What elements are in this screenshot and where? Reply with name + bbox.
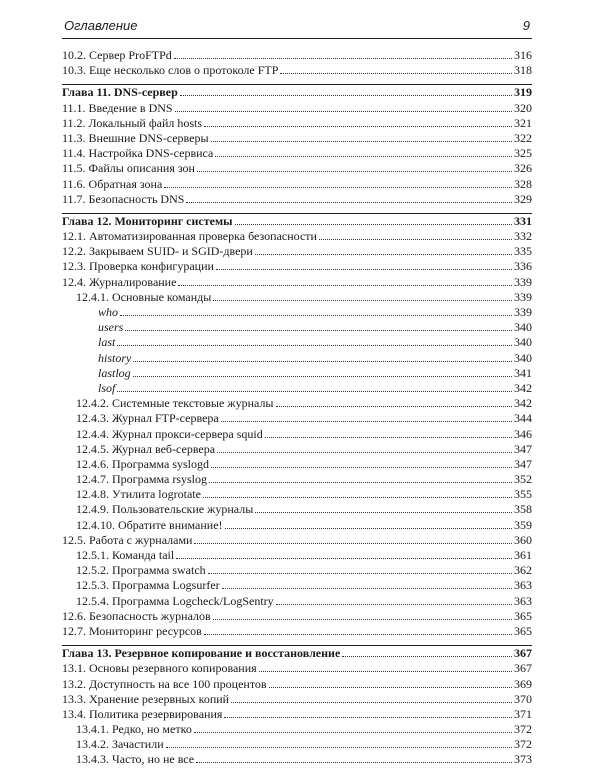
- toc-entry-page: 346: [514, 426, 532, 441]
- toc-entry-page: 363: [514, 578, 532, 593]
- dot-leader: [164, 186, 512, 188]
- toc-entry-title: Глава 12. Мониторинг системы: [62, 213, 233, 228]
- toc-entry-title: 12.1. Автоматизированная проверка безопасности: [62, 229, 317, 244]
- toc-entry-page: 372: [514, 722, 532, 737]
- toc-entry-page: 371: [514, 706, 532, 721]
- dot-leader: [222, 587, 512, 589]
- toc-chapter-entry[interactable]: [62, 213, 532, 229]
- toc-entry-title: 13.2. Доступность на все 100 процентов: [62, 676, 267, 691]
- toc-entry[interactable]: [62, 275, 532, 290]
- dot-leader: [204, 633, 512, 635]
- toc-entry-title: Глава 11. DNS-сервер: [62, 85, 178, 100]
- toc-entry[interactable]: [62, 442, 532, 457]
- dot-leader: [211, 140, 512, 142]
- toc-entry[interactable]: [62, 351, 532, 366]
- toc-entry-title: lsof: [98, 380, 116, 395]
- toc-entry-title: 12.4.3. Журнал FTP-сервера: [76, 411, 219, 426]
- toc-entry-page: 355: [514, 487, 532, 502]
- toc-entry-title: 10.2. Сервер ProFTPd: [62, 48, 172, 62]
- toc-entry-title: 12.5.4. Программа Logcheck/LogSentry: [76, 593, 274, 608]
- toc-entry[interactable]: [62, 752, 532, 767]
- toc-entry-title: users: [98, 320, 124, 335]
- dot-leader: [166, 746, 512, 748]
- toc-entry-page: 328: [514, 176, 532, 191]
- toc-entry[interactable]: [62, 177, 532, 192]
- running-title: Оглавление: [64, 18, 138, 33]
- dot-leader: [255, 511, 512, 513]
- dot-leader: [265, 436, 512, 438]
- toc-entry[interactable]: [62, 335, 532, 350]
- toc-entry[interactable]: [62, 161, 532, 176]
- dot-leader: [259, 670, 512, 672]
- toc-entry-title: Глава 13. Резервное копирование и восстановление: [62, 646, 341, 661]
- toc-entry-title: 11.7. Безопасность DNS: [62, 191, 185, 206]
- toc-entry[interactable]: [62, 396, 532, 411]
- toc-entry-page: 358: [514, 502, 532, 517]
- toc-entry-title: 13.4.1. Редко, но метко: [76, 722, 192, 737]
- toc-entry[interactable]: [62, 290, 532, 305]
- toc-entry[interactable]: [62, 101, 532, 116]
- dot-leader: [133, 360, 512, 362]
- toc-entry-page: 362: [514, 563, 532, 578]
- dot-leader: [204, 125, 512, 127]
- toc-entry-page: 347: [514, 456, 532, 471]
- dot-leader: [211, 466, 512, 468]
- toc-entry[interactable]: [62, 457, 532, 472]
- dot-leader: [175, 110, 512, 112]
- dot-leader: [178, 284, 512, 286]
- dot-leader: [194, 542, 512, 544]
- toc-entry[interactable]: [62, 487, 532, 502]
- toc-entry[interactable]: [62, 116, 532, 131]
- toc-entry-page: 335: [514, 244, 532, 259]
- toc-entry-page: 320: [514, 100, 532, 115]
- toc-entry-page: 361: [514, 548, 532, 562]
- toc-entry-page: 372: [514, 737, 532, 752]
- toc-entry[interactable]: [62, 472, 532, 487]
- toc-entry[interactable]: [62, 692, 532, 707]
- toc-entry-title: 13.4. Политика резервирования: [62, 706, 223, 721]
- toc-entry-title: 12.4.7. Программа rsyslog: [76, 472, 208, 487]
- toc-entry-title: 12.4.1. Основные команды: [76, 289, 212, 304]
- dot-leader: [235, 223, 512, 225]
- toc-entry-title: 12.5.1. Команда tail: [76, 548, 175, 562]
- toc-entry-title: 11.5. Файлы описания зон: [62, 161, 195, 176]
- dot-leader: [276, 603, 512, 605]
- dot-leader: [217, 451, 512, 453]
- toc-entry-page: 365: [514, 608, 532, 623]
- toc-entry[interactable]: [62, 609, 532, 624]
- toc-entry-page: 321: [514, 115, 532, 130]
- toc-entry-title: 11.3. Внешние DNS-серверы: [62, 130, 209, 145]
- toc-entry-page: 340: [514, 320, 532, 335]
- dot-leader: [231, 701, 512, 703]
- toc-entry[interactable]: [62, 661, 532, 676]
- toc-entry[interactable]: [62, 502, 532, 517]
- toc-entry[interactable]: [62, 63, 532, 78]
- toc-entry-page: 352: [514, 472, 532, 487]
- toc-entry[interactable]: [62, 594, 532, 609]
- toc-entry-title: 11.1. Введение в DNS: [62, 100, 173, 115]
- toc-chapter-entry[interactable]: [62, 84, 532, 100]
- toc-entry[interactable]: [62, 48, 532, 63]
- toc-entry[interactable]: [62, 737, 532, 752]
- toc-entry-title: 11.4. Настройка DNS-сервиса: [62, 146, 214, 161]
- toc-entry[interactable]: [62, 146, 532, 161]
- dot-leader: [221, 420, 512, 422]
- toc-entry-title: 12.7. Мониторинг ресурсов: [62, 623, 202, 638]
- toc-entry-title: 12.4.4. Журнал прокси-сервера squid: [76, 426, 263, 441]
- toc-entry-title: 12.5.3. Программа Logsurfer: [76, 578, 220, 593]
- toc-entry-title: 13.4.3. Часто, но не все: [76, 752, 195, 767]
- toc-entry[interactable]: [62, 244, 532, 259]
- toc-entry-title: last: [98, 335, 116, 350]
- toc-entry-title: 12.4.5. Журнал веб-сервера: [76, 441, 216, 456]
- toc-entry-page: 370: [514, 691, 532, 706]
- toc-entry[interactable]: [62, 624, 532, 639]
- toc-entry-page: 318: [514, 63, 532, 78]
- dot-leader: [342, 655, 512, 657]
- toc-entry-title: 12.2. Закрываем SUID- и SGID-двери: [62, 244, 253, 259]
- toc-entry[interactable]: [62, 722, 532, 737]
- dot-leader: [174, 57, 512, 59]
- toc-entry-page: 363: [514, 593, 532, 608]
- toc-entry-title: 13.1. Основы резервного копирования: [62, 661, 257, 676]
- dot-leader: [213, 299, 512, 301]
- toc-entry[interactable]: [62, 320, 532, 335]
- toc-entry-page: 340: [514, 350, 532, 365]
- dot-leader: [186, 201, 512, 203]
- toc-entry[interactable]: [62, 229, 532, 244]
- toc-entry[interactable]: [62, 411, 532, 426]
- toc-entry-title: 13.4.2. Зачастили: [76, 737, 164, 752]
- toc-entry[interactable]: [62, 427, 532, 442]
- toc-entry-page: 344: [514, 411, 532, 426]
- toc-entry-page: 360: [514, 532, 532, 547]
- toc-entry-page: 342: [514, 396, 532, 411]
- toc-entry-page: 367: [514, 661, 532, 676]
- toc-entry-title: 12.5. Работа с журналами: [62, 532, 193, 547]
- toc-entry-title: lastlog: [98, 365, 131, 380]
- dot-leader: [276, 405, 513, 407]
- dot-leader: [176, 557, 512, 559]
- toc-entry[interactable]: [62, 192, 532, 207]
- dot-leader: [213, 618, 512, 620]
- toc-entry-page: 319: [514, 85, 532, 100]
- dot-leader: [216, 268, 512, 270]
- toc-entry[interactable]: [62, 563, 532, 578]
- toc-entry[interactable]: [62, 131, 532, 146]
- dot-leader: [194, 731, 512, 733]
- dot-leader: [203, 496, 512, 498]
- dot-leader: [269, 686, 512, 688]
- dot-leader: [197, 170, 512, 172]
- toc-entry[interactable]: [62, 707, 532, 722]
- toc-entry-page: 369: [514, 676, 532, 691]
- toc-entry-page: 325: [514, 146, 532, 161]
- dot-leader: [255, 253, 512, 255]
- dot-leader: [196, 761, 512, 763]
- toc-entry-title: 11.6. Обратная зона: [62, 176, 163, 191]
- toc-entry[interactable]: [62, 305, 532, 320]
- toc-entry-page: 339: [514, 289, 532, 304]
- toc-entry-page: 340: [514, 335, 532, 350]
- dot-leader: [117, 390, 512, 392]
- dot-leader: [180, 94, 512, 96]
- toc-entry-page: 322: [514, 130, 532, 145]
- toc-entry-page: 339: [514, 274, 532, 289]
- dot-leader: [224, 716, 512, 718]
- toc-entry-title: 11.2. Локальный файл hosts: [62, 115, 203, 130]
- table-of-contents: [62, 48, 532, 768]
- dot-leader: [208, 572, 512, 574]
- toc-entry-page: 339: [514, 305, 532, 319]
- dot-leader: [280, 72, 512, 74]
- page-header: [62, 14, 532, 39]
- dot-leader: [319, 238, 512, 240]
- toc-entry-page: 373: [514, 752, 532, 767]
- toc-entry[interactable]: [62, 518, 532, 533]
- toc-entry[interactable]: [62, 677, 532, 692]
- toc-entry-title: 12.4.8. Утилита logrotate: [76, 487, 201, 502]
- toc-entry-title: 12.6. Безопасность журналов: [62, 608, 211, 623]
- toc-entry-title: 13.3. Хранение резервных копий: [62, 691, 230, 706]
- toc-entry-page: 331: [514, 213, 532, 228]
- toc-entry-page: 336: [514, 259, 532, 274]
- toc-entry-title: 12.4.6. Программа syslogd: [76, 456, 210, 471]
- toc-entry[interactable]: [62, 533, 532, 548]
- toc-entry[interactable]: [62, 578, 532, 593]
- toc-entry-title: 10.3. Еще несколько слов о протоколе FTP: [62, 63, 279, 78]
- toc-entry-page: 341: [514, 365, 532, 380]
- toc-entry[interactable]: [62, 381, 532, 396]
- dot-leader: [120, 314, 512, 316]
- dot-leader: [209, 481, 512, 483]
- dot-leader: [225, 527, 512, 529]
- dot-leader: [133, 375, 512, 377]
- toc-entry[interactable]: [62, 259, 532, 274]
- toc-entry-title: 12.5.2. Программа swatch: [76, 563, 206, 578]
- toc-entry-page: 332: [514, 229, 532, 244]
- toc-entry-page: 365: [514, 623, 532, 638]
- toc-entry-title: history: [98, 350, 132, 365]
- toc-entry-title: 12.4.10. Обратите внимание!: [76, 517, 223, 532]
- toc-chapter-entry[interactable]: [62, 645, 532, 661]
- toc-entry-title: 12.4.9. Пользовательские журналы: [76, 502, 254, 517]
- dot-leader: [117, 344, 512, 346]
- toc-entry-page: 342: [514, 380, 532, 395]
- toc-entry-title: who: [98, 305, 119, 319]
- page-number: 9: [522, 18, 530, 33]
- dot-leader: [215, 155, 512, 157]
- toc-entry-page: 316: [514, 48, 532, 62]
- toc-entry-page: 326: [514, 161, 532, 176]
- dot-leader: [125, 329, 512, 331]
- toc-entry-title: 12.3. Проверка конфигурации: [62, 259, 214, 274]
- toc-entry-page: 359: [514, 517, 532, 532]
- toc-entry-page: 367: [514, 646, 532, 661]
- toc-entry-title: 12.4. Журналирование: [62, 274, 177, 289]
- toc-entry-page: 329: [514, 191, 532, 206]
- toc-entry[interactable]: [62, 366, 532, 381]
- toc-entry-page: 347: [514, 441, 532, 456]
- toc-entry[interactable]: [62, 548, 532, 563]
- toc-entry-title: 12.4.2. Системные текстовые журналы: [76, 396, 274, 411]
